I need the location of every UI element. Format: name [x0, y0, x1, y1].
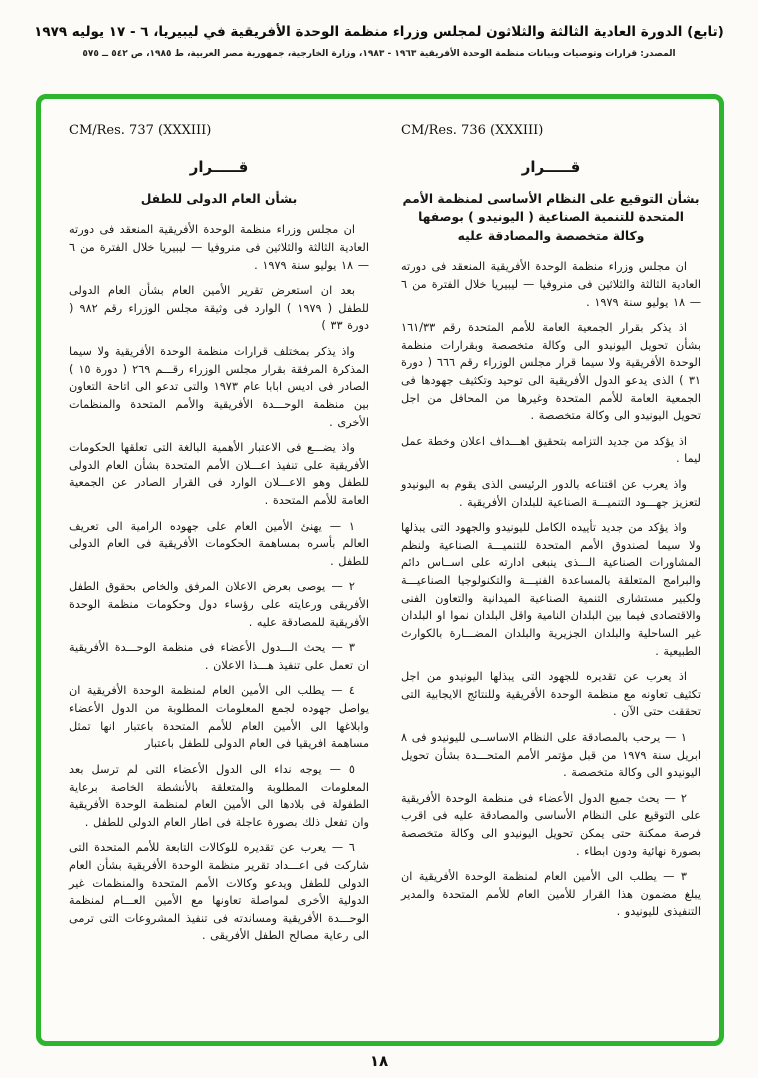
resolution-736-paragraph: ان مجلس وزراء منظمة الوحدة الأفريقية المنعقد فى دورته العادية الثالثة والثلاثين فى منروفيا — ليبيريا خلال الفترة من ٦ — ١٨ يوليو سنة ١٩٧٩ . — [401, 260, 701, 309]
document-header — [0, 0, 758, 59]
page-number: ١٨ — [369, 1052, 389, 1070]
header-source-note: المصدر: قرارات وتوصيات وبيانات منظمة الوحدة الأفريقية ١٩٦٣ - ١٩٨٣، وزارة الخارجية، جمهورية مصر العربية، ط ١٩٨٥، ص ٥٤٢ ــ ٥٧٥ — [82, 49, 676, 59]
resolution-736-heading: قـــــرار — [521, 158, 581, 176]
resolution-737-paragraph: ٦ — يعرب عن تقديره للوكالات التابعة للأمم المتحدة التى شاركت فى اعـــداد تقرير منظمة الوحدة الأفريقية بشأن العام الدولى للطفل ويدعو وكالات الأمم المتحدة والمنظمات غير الدولية الأخرى لمواصلة تعاونها مع الأمين العـــام لمنظمة الوحـــدة الأفريقية ومساندته فى تنفيذ المشروعات التى ترمى الى رعاية مصالح الطفل الأفريقى . — [69, 841, 369, 943]
resolution-736-paragraph: ٢ — يحث جميع الدول الأعضاء فى منظمة الوحدة الأفريقية على التوقيع على النظام الأساسى والمصادقة عليه فى اقرب فرصة ممكنة حتى يمكن تحويل اليونيدو الى وكالة متخصصة بصورة نهائية ودون ابطاء . — [401, 791, 701, 858]
two-column-layout — [59, 123, 701, 1029]
header-session-title: (تابع) الدورة العادية الثالثة والثلاثون لمجلس وزراء منظمة الوحدة الأفريقية في ليبيريا، ٦ - ١٧ يوليه ١٩٧٩ — [34, 24, 724, 40]
resolution-737-heading: قـــــرار — [189, 158, 249, 176]
resolution-736-paragraph: اذ يؤكد من جديد التزامه بتحقيق اهـــداف اعلان وخطة عمل ليما . — [401, 434, 701, 466]
resolution-737-paragraph: ان مجلس وزراء منظمة الوحدة الأفريقية المنعقد فى دورته العادية الثالثة والثلاثين فى منروفيا — ليبيريا خلال الفترة من ٦ — ١٨ يوليو سنة ١٩٧٩ . — [69, 223, 369, 272]
resolution-737-paragraph: ٢ — يوصى بعرض الاعلان المرفق والخاص بحقوق الطفل الأفريقى ورعايته على رؤساء دول وحكومات منظمة الوحدة الأفريقية للمصادقة عليه . — [69, 580, 369, 629]
resolution-737-paragraph: ٥ — يوجه نداء الى الدول الأعضاء التى لم ترسل بعد المعلومات المطلوبة والمتعلقة بالأنشطة الخاصة برعاية الطفولة فى بلادها الى الأمين العام لمنظمة الوحدة الأفريقية وان تفعل ذلك بصورة عاجلة فى اطار العام الدولى للطفل . — [69, 762, 369, 829]
resolution-736-paragraph: اذ يعرب عن تقديره للجهود التى يبذلها اليونيدو من اجل تكثيف تعاونه مع منظمة الوحدة الأفريقية وللنتائج الايجابية التى تحققت حتى الآن . — [401, 670, 701, 719]
resolution-736-paragraph: واذ يؤكد من جديد تأييده الكامل لليونيدو والجهود التى يبذلها ولا سيما لصندوق الأمم المتحدة للتنميـــة الصناعية ولنظم المشاورات الصناعية الـــذى ينبغى ادارته على اســاس دائم والبرامج المتعلقة بالمساعدة الفنيـــة والتكنولوجيا الصناعيـــة ولكبير مستشارى التنمية الصناعية الميدانية والتعاون الفنى والاقتصادى فيما بين البلدان النامية واقل البلدان نموا او البلدان غير الساحلية والبلدان الجزيرية والبلدان المضـــارة بالكوارث الطبيعية . — [401, 521, 701, 658]
resolution-737-column — [69, 123, 369, 1029]
resolution-737-paragraph: بعد ان استعرض تقرير الأمين العام بشأن العام الدولى للطفل ( ١٩٧٩ ) الوارد فى وثيقة مجلس الوزراء رقم ٩٨٢ ( دورة ٣٣ ) — [69, 284, 369, 333]
resolution-737-reference: CM/Res. 737 (XXXIII) — [69, 123, 212, 138]
resolution-737-paragraph: واذ يذكر بمختلف قرارات منظمة الوحدة الأفريقية ولا سيما المذكرة المرفقة بقرار مجلس الوزراء رقـــم ٢٦٩ ( دورة ١٥ ) الصادر فى اديس ابابا عام ١٩٧٣ والتى تدعو الى اتاحة التعاون بين منظمة الوحـــدة الأفريقية والأمم المتحدة والمنظمات الأخرى . — [69, 345, 370, 429]
resolution-737-paragraph: ١ — يهنئ الأمين العام على جهوده الرامية الى تعريف العالم بأسره بمساهمة الحكومات الأفريقية فى العام الدولى للطفل . — [69, 519, 369, 568]
resolution-736-paragraph: اذ يذكر بقرار الجمعية العامة للأمم المتحدة رقم ١٦١/٣٣ بشأن تحويل اليونيدو الى وكالة متخصصة وبقرارات منظمة الوحدة الأفريقية ولا سيما قرار مجلس الوزراء رقم ٦٦٦ ( دورة ٣١ ) الذى يدعو الدول الأفريقية الى توحيد وتكثيف جهودها فى الجمعية العامة للأمم المتحدة وغيرها من المحافل من اجل تحويل اليونيدو الى وكالة متخصصة . — [401, 321, 701, 423]
resolution-737-paragraph: ٣ — يحث الـــدول الأعضاء فى منظمة الوحـــدة الأفريقية ان تعمل على تنفيذ هـــذا الاعلان . — [69, 641, 369, 672]
resolution-737-title: بشأن العام الدولى للطفل — [140, 192, 298, 206]
resolution-737-paragraph: ٤ — يطلب الى الأمين العام لمنظمة الوحدة الأفريقية ان يواصل جهوده لجمع المعلومات المطلوبة من الدول الأعضاء وابلاغها الى الأمين العام للأمم المتحدة باعتبار انها تمثل مساهمة افريقيا فى العام الدولى للطفل باعتبار — [69, 684, 369, 751]
resolution-737-paragraph: واذ يضـــع فى الاعتبار الأهمية البالغة التى تعلقها الحكومات الأفريقية على تنفيذ اعـــلان الأمم المتحدة بشأن العام الدولى للطفل وهو الاعـــلان الوارد فى القرار الصادر عن الجمعية العامة للأمم المتحدة . — [69, 441, 369, 507]
resolution-736-title: بشأن التوقيع على النظام الأساسى لمنظمة الأمم المتحدة للتنمية الصناعية ( اليونيدو ) بوصفها وكالة متخصصة والمصادقة عليه — [402, 192, 700, 243]
resolution-736-paragraph: ٣ — يطلب الى الأمين العام لمنظمة الوحدة الأفريقية ان يبلغ مضمون هذا القرار للأمين العام للأمم المتحدة والمدير التنفيذى لليونيدو . — [401, 870, 701, 919]
resolution-736-reference: CM/Res. 736 (XXXIII) — [401, 123, 544, 138]
resolution-736-paragraph: واذ يعرب عن اقتناعه بالدور الرئيسى الذى يقوم به اليونيدو لتعزيز جهـــود التنميـــة الصناعية للبلدان الأفريقية . — [401, 478, 701, 509]
content-frame — [36, 94, 724, 1046]
resolution-736-paragraph: ١ — يرحب بالمصادقة على النظام الاساســى لليونيدو فى ٨ ابريل سنة ١٩٧٩ من قبل مؤتمر الأمم المتحـــدة بشأن تحويل اليونيدو الى وكالة متخصصة . — [401, 730, 701, 780]
resolution-736-column — [401, 123, 701, 1029]
